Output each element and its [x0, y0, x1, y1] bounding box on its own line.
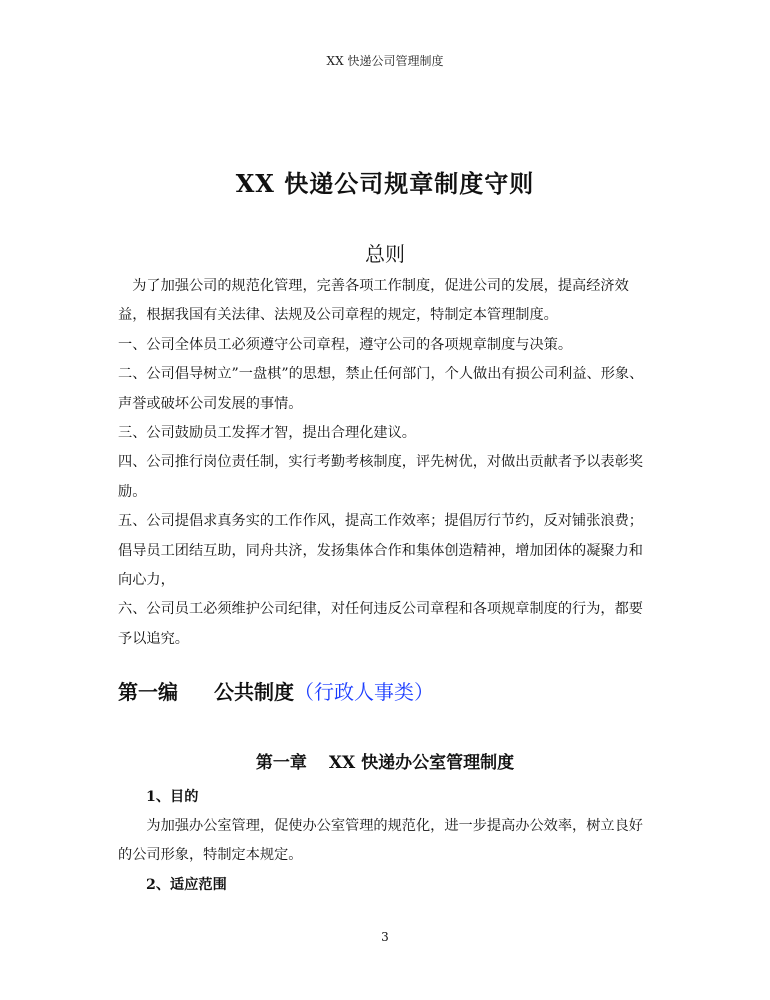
page-header: XX 快递公司管理制度	[326, 54, 444, 68]
document-title: XX 快递公司规章制度守则	[235, 169, 535, 198]
page-number: 3	[381, 930, 389, 944]
chapter-name: XX 快递办公室管理制度	[328, 753, 515, 773]
provision-item: 四、公司推行岗位责任制，实行考勤考核制度，评先树优，对做出贡献者予以表彰奖励。	[118, 454, 643, 500]
provision-item: 六、公司员工必须维护公司纪律，对任何违反公司章程和各项规章制度的行为，都要予以追究。	[118, 601, 643, 647]
part-name: 公共制度	[214, 680, 294, 704]
part-subtitle: （行政人事类）	[294, 680, 434, 704]
section-heading-scope: 2、适应范围	[146, 877, 227, 893]
part-heading	[118, 676, 434, 705]
general-provisions	[118, 272, 648, 654]
chapter-label: 第一章	[255, 753, 307, 773]
provision-item: 五、公司提倡求真务实的工作作风，提高工作效率；提倡厉行节约，反对铺张浪费；倡导员工团结互助，同舟共济，发扬集体合作和集体创造精神，增加团体的凝聚力和向心力，	[118, 513, 643, 589]
chapter-heading	[0, 748, 770, 773]
section-heading-purpose: 1、目的	[146, 789, 199, 805]
provision-item: 一、公司全体员工必须遵守公司章程，遵守公司的各项规章制度与决策。	[118, 336, 573, 353]
section-paragraph-purpose	[118, 812, 648, 871]
intro-paragraph: 为了加强公司的规范化管理，完善各项工作制度，促进公司的发展，提高经济效益，根据我国有关法律、法规及公司章程的规定，特制定本管理制度。	[118, 278, 629, 324]
section-subtitle: 总则	[365, 242, 405, 266]
provision-item: 三、公司鼓励员工发挥才智，提出合理化建议。	[118, 425, 416, 442]
provision-item: 二、公司倡导树立”一盘棋”的思想，禁止任何部门，个人做出有损公司利益、形象、声誉或破坏公司发展的事情。	[118, 366, 644, 412]
part-label: 第一编	[118, 680, 178, 704]
section-text: 为加强办公室管理，促使办公室管理的规范化，进一步提高办公效率，树立良好的公司形象，特制定本规定。	[118, 818, 643, 864]
